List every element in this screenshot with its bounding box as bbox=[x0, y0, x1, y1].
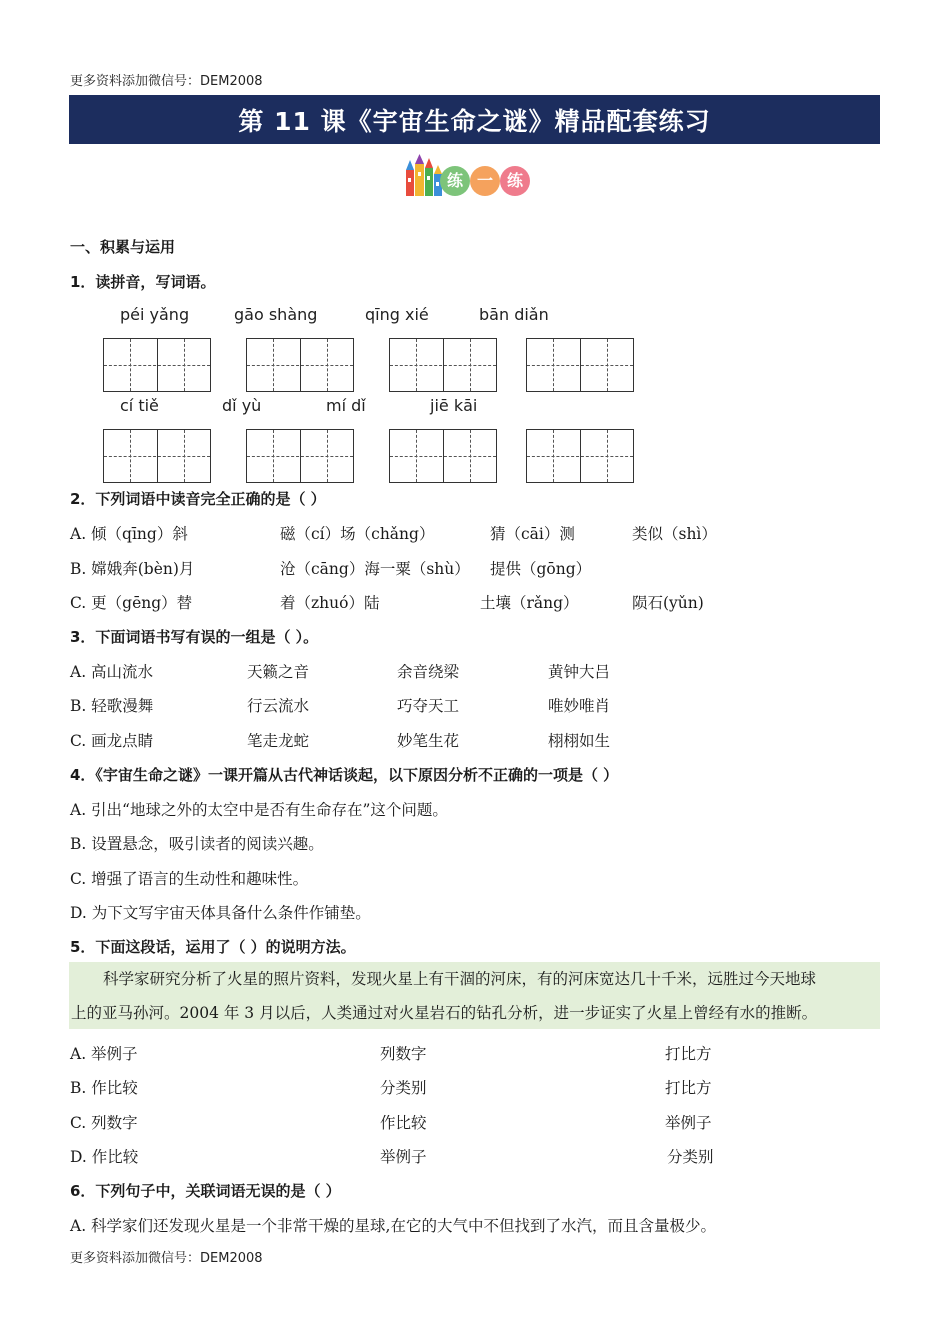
writing-grid[interactable] bbox=[246, 338, 354, 392]
pinyin: cí tiě bbox=[120, 396, 159, 415]
badge-char-2: 一 bbox=[470, 166, 500, 196]
q4-option-c: C. 增强了语言的生动性和趣味性。 bbox=[70, 870, 309, 888]
q5-option-a: A. 举例子 bbox=[70, 1045, 138, 1063]
q2-option-c: 土壤（rǎng） bbox=[480, 594, 579, 612]
q2-option-b: B. 嫦娥奔(bèn)月 bbox=[70, 560, 195, 578]
writing-grid[interactable] bbox=[526, 338, 634, 392]
pinyin: jiē kāi bbox=[430, 396, 478, 415]
pinyin: péi yǎng bbox=[120, 305, 190, 324]
q2-title: 2．下列词语中读音完全正确的是（ ） bbox=[70, 490, 326, 508]
q3-option-a: 余音绕梁 bbox=[397, 663, 460, 681]
section-heading: 一、积累与运用 bbox=[70, 238, 176, 256]
q5-option-d: D. 作比较 bbox=[70, 1148, 139, 1166]
q2-option-b: 沧（cāng）海一粟（shù） bbox=[280, 560, 470, 578]
passage-line: 上的亚马孙河。2004 年 3 月以后，人类通过对火星岩石的钻孔分析，进一步证实了火星上曾经有水的推断。 bbox=[71, 1004, 818, 1022]
q4-option-b: B. 设置悬念，吸引读者的阅读兴趣。 bbox=[70, 835, 324, 853]
q2-option-a: 猜（cāi）测 bbox=[490, 525, 575, 543]
q2-option-a: 类似（shì） bbox=[632, 525, 717, 543]
q3-option-a: 天籁之音 bbox=[247, 663, 310, 681]
q5-option-c: 作比较 bbox=[380, 1114, 427, 1132]
q5-option-a: 列数字 bbox=[380, 1045, 427, 1063]
q2-option-a: 磁（cí）场（chǎng） bbox=[280, 525, 435, 543]
q6-option-a: A. 科学家们还发现火星是一个非常干燥的星球,在它的大气中不但找到了水汽，而且含量极少。 bbox=[70, 1217, 716, 1235]
q3-option-a: A. 高山流水 bbox=[70, 663, 154, 681]
badge-char-1: 练 bbox=[440, 166, 470, 196]
q5-option-c: C. 列数字 bbox=[70, 1114, 138, 1132]
q2-option-a: A. 倾（qīng）斜 bbox=[70, 525, 188, 543]
q5-option-a: 打比方 bbox=[665, 1045, 712, 1063]
writing-grid[interactable] bbox=[389, 338, 497, 392]
q3-title: 3．下面词语书写有误的一组是（ ）。 bbox=[70, 628, 319, 646]
pinyin: mí dǐ bbox=[326, 396, 366, 415]
q3-option-b: 巧夺天工 bbox=[397, 697, 460, 715]
q3-option-c: 妙笔生花 bbox=[397, 732, 460, 750]
reading-passage bbox=[69, 962, 880, 1029]
q5-option-b: B. 作比较 bbox=[70, 1079, 138, 1097]
q5-option-d: 举例子 bbox=[380, 1148, 427, 1166]
q3-option-b: 唯妙唯肖 bbox=[548, 697, 611, 715]
q2-option-c: C. 更（gēng）替 bbox=[70, 594, 193, 612]
pinyin: gāo shàng bbox=[234, 305, 318, 324]
castle-icon bbox=[402, 152, 446, 198]
practice-badge bbox=[402, 152, 532, 198]
q3-option-c: 笔走龙蛇 bbox=[247, 732, 310, 750]
q5-option-b: 分类别 bbox=[380, 1079, 427, 1097]
q6-title: 6．下列句子中，关联词语无误的是（ ） bbox=[70, 1182, 341, 1200]
writing-grid[interactable] bbox=[246, 429, 354, 483]
q3-option-b: B. 轻歌漫舞 bbox=[70, 697, 154, 715]
writing-grid[interactable] bbox=[526, 429, 634, 483]
q3-option-a: 黄钟大吕 bbox=[548, 663, 611, 681]
header-note: 更多资料添加微信号：DEM2008 bbox=[70, 74, 263, 89]
page-title: 第 11 课《宇宙生命之谜》精品配套练习 bbox=[69, 95, 880, 144]
q3-option-b: 行云流水 bbox=[247, 697, 310, 715]
q5-option-b: 打比方 bbox=[665, 1079, 712, 1097]
q5-option-d: 分类别 bbox=[667, 1148, 714, 1166]
q4-title: 4．《宇宙生命之谜》一课开篇从古代神话谈起，以下原因分析不正确的一项是（ ） bbox=[70, 766, 619, 784]
passage-line: 科学家研究分析了火星的照片资料，发现火星上有干涸的河床，有的河床宽达几十千米，远胜过今天地球 bbox=[103, 970, 817, 988]
pinyin: dǐ yù bbox=[222, 396, 262, 415]
pinyin: qīng xié bbox=[365, 305, 429, 324]
q5-option-c: 举例子 bbox=[665, 1114, 712, 1132]
writing-grid[interactable] bbox=[103, 338, 211, 392]
q1-title: 1．读拼音，写词语。 bbox=[70, 273, 216, 291]
writing-grid[interactable] bbox=[103, 429, 211, 483]
q3-option-c: 栩栩如生 bbox=[548, 732, 611, 750]
pinyin: bān diǎn bbox=[479, 305, 549, 324]
q4-option-d: D. 为下文写宇宙天体具备什么条件作铺垫。 bbox=[70, 904, 371, 922]
q4-option-a: A. 引出“地球之外的太空中是否有生命存在”这个问题。 bbox=[70, 801, 448, 819]
q2-option-c: 着（zhuó）陆 bbox=[280, 594, 380, 612]
q3-option-c: C. 画龙点睛 bbox=[70, 732, 154, 750]
footer-note: 更多资料添加微信号：DEM2008 bbox=[70, 1251, 263, 1266]
badge-char-3: 练 bbox=[500, 166, 530, 196]
q2-option-b: 提供（gōng） bbox=[490, 560, 592, 578]
q5-title: 5．下面这段话，运用了（ ）的说明方法。 bbox=[70, 938, 356, 956]
q2-option-c: 陨石(yǔn) bbox=[632, 594, 704, 612]
writing-grid[interactable] bbox=[389, 429, 497, 483]
